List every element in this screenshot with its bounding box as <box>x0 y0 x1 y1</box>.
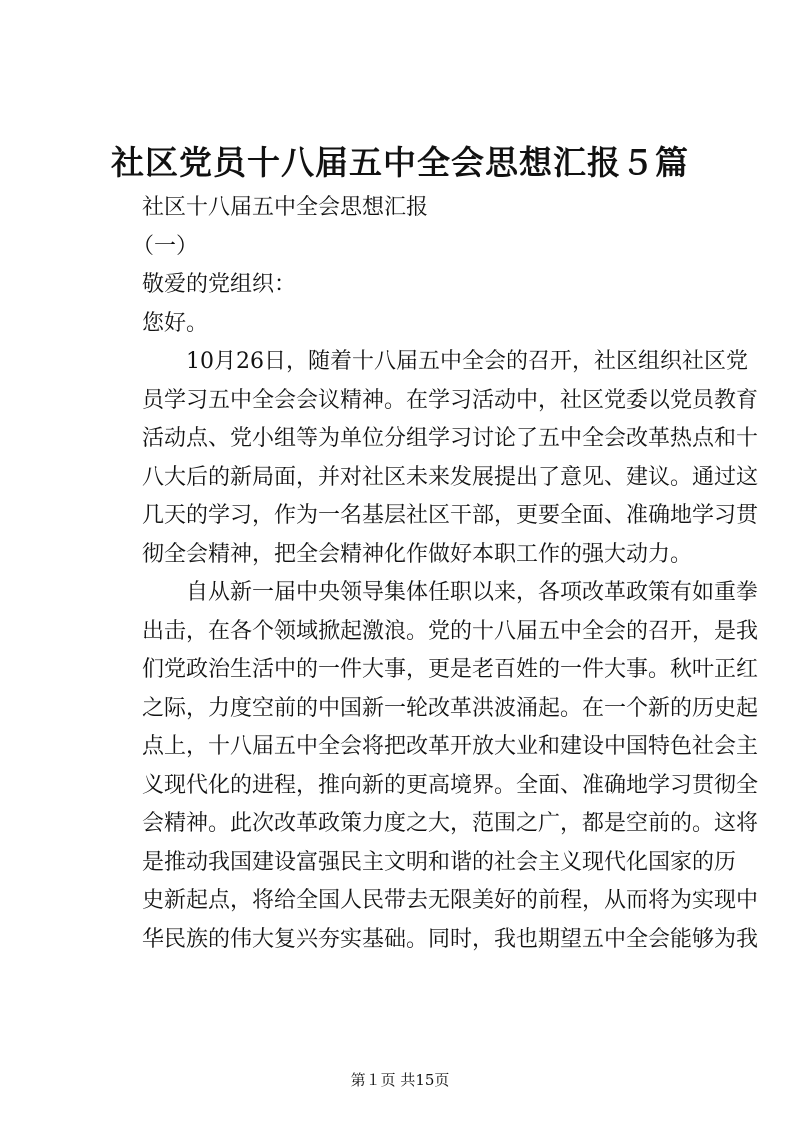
page-footer: 第１页 共15页 <box>350 1071 450 1089</box>
paragraph-2-line: 之际，力度空前的中国新一轮改革洪波涌起。在一个新的历史起 <box>142 695 759 721</box>
paragraph-2-line: 们党政治生活中的一件大事，更是老百姓的一件大事。秋叶正红 <box>142 657 759 682</box>
subtitle: 社区十八届五中全会思想汇报 <box>142 195 429 220</box>
paragraph-2-line: 是推动我国建设富强民主文明和谐的社会主义现代化国家的历 <box>142 849 737 875</box>
greeting: 您好。 <box>142 310 209 336</box>
paragraph-2-line: 出击，在各个领域掀起激浪。党的十八届五中全会的召开，是我 <box>142 618 759 644</box>
paragraph-1-line: 活动点、党小组等为单位分组学习讨论了五中全会改革热点和十 <box>142 426 759 451</box>
salutation: 敬爱的党组织： <box>142 272 297 297</box>
paragraph-1-line: 几天的学习，作为一名基层社区干部，更要全面、准确地学习贯 <box>142 503 759 528</box>
section-number: （一） <box>132 233 199 259</box>
paragraph-2-line: 义现代化的进程，推向新的更高境界。全面、准确地学习贯彻全 <box>142 772 759 798</box>
paragraph-1-line: 彻全会精神，把全会精神化作做好本职工作的强大动力。 <box>142 541 693 567</box>
paragraph-1-line: 10月26日，随着十八届五中全会的召开，社区组织社区党 <box>186 349 748 374</box>
paragraph-2-line: 点上，十八届五中全会将把改革开放大业和建设中国特色社会主 <box>142 734 759 759</box>
paragraph-2-line: 会精神。此次改革政策力度之大，范围之广，都是空前的。这将 <box>142 811 759 836</box>
document-title: 社区党员十八届五中全会思想汇报５篇 <box>111 143 689 182</box>
paragraph-2-line: 史新起点，将给全国人民带去无限美好的前程，从而将为实现中 <box>142 888 759 913</box>
paragraph-2-line: 自从新一届中央领导集体任职以来，各项改革政策有如重拳 <box>186 580 759 605</box>
paragraph-1-line: 员学习五中全会会议精神。在学习活动中，社区党委以党员教育 <box>142 387 759 413</box>
paragraph-1-line: 八大后的新局面，并对社区未来发展提出了意见、建议。通过这 <box>142 464 759 490</box>
paragraph-2-line: 华民族的伟大复兴夯实基础。同时，我也期望五中全会能够为我 <box>142 926 759 952</box>
document-body <box>132 189 759 959</box>
